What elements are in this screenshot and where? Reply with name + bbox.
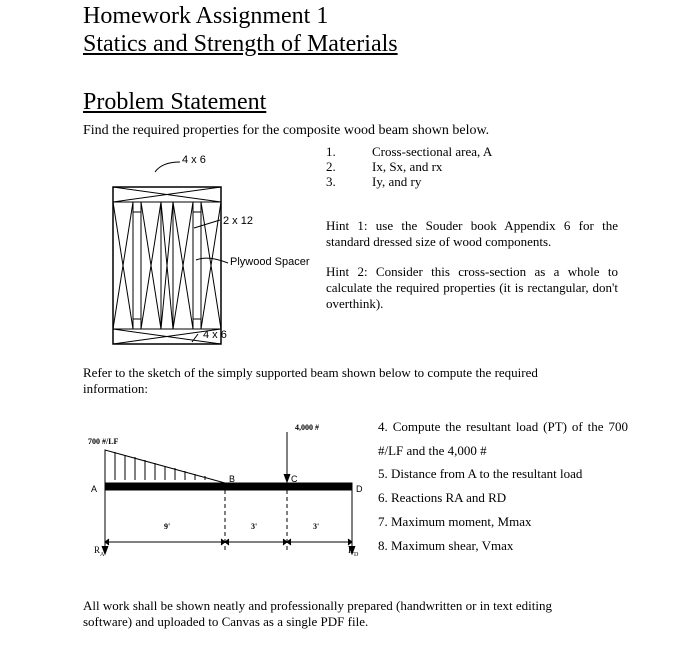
cross-section-diagram	[100, 150, 325, 350]
question-4: 4. Compute the resultant load (PT) of the 700 #/LF and the 4,000 #	[378, 419, 628, 458]
beam-diagram	[80, 420, 370, 570]
question-8: 8. Maximum shear, Vmax	[378, 538, 514, 553]
reaction-a-label: $R_A$	[94, 545, 105, 558]
list-item	[326, 159, 492, 174]
label-plywood-spacer: Plywood Spacer	[230, 256, 310, 268]
refer-text: Refer to the sketch of the simply supported beam shown below to compute the required information:	[83, 365, 538, 396]
list-item	[326, 174, 492, 189]
question-5: 5. Distance from A to the resultant load	[378, 466, 583, 481]
question-6: 6. Reactions RA and RD	[378, 490, 507, 505]
point-d-label: D	[356, 484, 363, 494]
label-2x12: 2 x 12	[223, 215, 253, 227]
problem-intro: Find the required properties for the composite wood beam shown below.	[83, 123, 490, 138]
footer-instructions: All work shall be shown neatly and professionally prepared (handwritten or in text editing software) and uploaded to Canvas as a single PDF file.	[83, 598, 552, 629]
point-b-label: B	[229, 474, 236, 484]
list-text: Cross-sectional area, A	[372, 144, 493, 159]
reaction-d-label: $R_D$	[348, 545, 359, 558]
list-number: 3.	[326, 174, 336, 189]
dist-load-label: 700 #/LF	[88, 437, 119, 446]
span-ab-label: 9'	[164, 522, 171, 531]
question-7: 7. Maximum moment, Mmax	[378, 514, 532, 529]
list-text: Iy, and ry	[372, 174, 422, 189]
span-bc-label: 3'	[251, 522, 258, 531]
list-item	[326, 144, 492, 159]
properties-list	[326, 144, 492, 189]
hint-1: Hint 1: use the Souder book Appendix 6 for the standard dressed size of wood components.	[326, 218, 618, 249]
list-text: Ix, Sx, and rx	[372, 159, 443, 174]
span-cd-label: 3'	[313, 522, 320, 531]
assignment-title: Homework Assignment 1	[83, 3, 329, 29]
point-a-label: A	[91, 484, 98, 494]
course-title: Statics and Strength of Materials	[83, 31, 398, 57]
problem-heading: Problem Statement	[83, 89, 267, 115]
label-top-4x6: 4 x 6	[182, 154, 206, 166]
label-bottom-4x6: 4 x 6	[203, 329, 227, 341]
point-c-label: C	[291, 474, 298, 484]
list-number: 1.	[326, 144, 336, 159]
point-load-label: 4,000 #	[295, 423, 319, 432]
hint-2: Hint 2: Consider this cross-section as a whole to calculate the required properties (it is rectangular, don't overthink).	[326, 264, 618, 311]
list-number: 2.	[326, 159, 336, 174]
